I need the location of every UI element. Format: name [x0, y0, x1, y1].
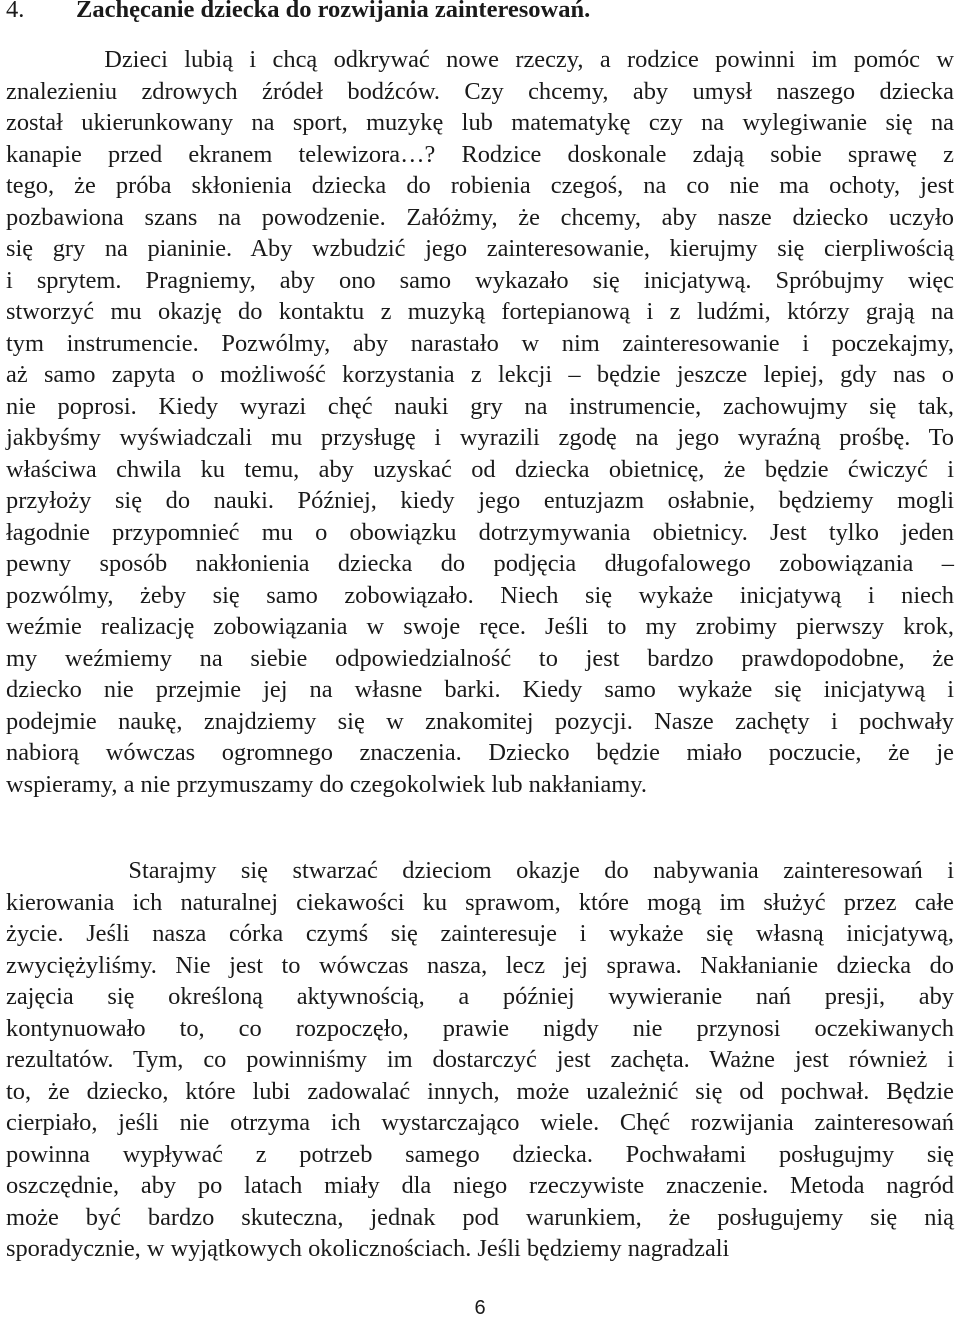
text-line: kontynuowało to, co rozpoczęło, prawie nigdy nie przynosi oczekiwanych: [6, 1014, 954, 1042]
text-line: cierpiało, jeśli nie otrzyma ich wystarczająco wiele. Chęć rozwijania zainteresowań: [6, 1109, 954, 1136]
text-line: sporadycznie, w wyjątkowych okolicznościach. Jeśli będziemy nagradzali: [6, 1235, 730, 1262]
text-line: nie poprosi. Kiedy wyrazi chęć nauki gry na instrumencie, zachowujmy się tak,: [6, 392, 954, 420]
text-line: może być bardzo skuteczna, jednak pod warunkiem, że posługujemy się nią: [6, 1203, 954, 1231]
section-title: Zachęcanie dziecka do rozwijania zainteresowań.: [76, 0, 591, 23]
text-line: tym instrumencie. Pozwólmy, aby narastało w nim zainteresowanie i poczekajmy,: [6, 329, 954, 357]
text-line: nabiorą wówczas ogromnego znaczenia. Dziecko będzie miało poczucie, że je: [6, 739, 954, 766]
text-line: pewny sposób nakłonienia dziecka do podjęcia długofalowego zobowiązania –: [6, 550, 954, 577]
section-number: 4.: [6, 0, 25, 23]
text-line: stworzyć mu okazję do kontaktu z muzyką fortepianową i z ludźmi, którzy grają na: [6, 298, 954, 325]
text-line: my weźmiemy na siebie odpowiedzialność to jest bardzo prawdopodobne, że: [6, 644, 954, 672]
text-line: oszczędnie, aby po latach miały dla niego rzeczywiste znaczenie. Metoda nagród: [6, 1172, 954, 1199]
text-line: życie. Jeśli nasza córka czymś się zainteresuje i wykaże się własną inicjatywą,: [6, 920, 954, 947]
text-line: pozbawiona szans na powodzenie. Załóżmy, że chcemy, aby nasze dziecko uczyło: [6, 203, 954, 231]
text-line: kanapie przed ekranem telewizora…? Rodzice doskonale zdają sobie sprawę z: [6, 140, 954, 168]
text-line: przyłoży się do nauki. Później, kiedy jego entuzjazm osłabnie, będziemy mogli: [6, 487, 954, 514]
text-line: właściwa chwila ku temu, aby uzyskać od dziecka obietnicę, że będzie ćwiczyć i: [6, 455, 954, 483]
page-number: 6: [474, 1297, 486, 1319]
text-line: kierowania ich naturalnej ciekawości ku sprawom, które mogą im służyć przez całe: [6, 888, 954, 916]
text-line: podejmie naukę, znajdziemy się w znakomitej pozycji. Nasze zachęty i pochwały: [6, 707, 954, 735]
text-line: dziecko nie przejmie jej na własne barki. Kiedy samo wykaże się inicjatywą i: [6, 676, 954, 703]
text-line: się gry na pianinie. Aby wzbudzić jego zainteresowanie, kierujmy się cierpliwością: [6, 235, 954, 262]
text-line: i sprytem. Pragniemy, aby ono samo wykazało się inicjatywą. Spróbujmy więc: [6, 266, 954, 294]
text-line: tego, że próba skłonienia dziecka do robienia czegoś, na co nie ma ochoty, jest: [6, 172, 954, 199]
text-line: pozwólmy, żeby się samo zobowiązało. Niech się wykaże inicjatywą i niech: [6, 581, 954, 609]
text-line: Dzieci lubią i chcą odkrywać nowe rzeczy, a rodzice powinni im pomóc w: [6, 46, 954, 73]
text-line: został ukierunkowany na sport, muzykę lub matematykę czy na wylegiwanie się na: [6, 109, 954, 136]
text-line: zwyciężyliśmy. Nie jest to wówczas nasza, lecz jej sprawa. Nakłanianie dziecka do: [6, 951, 954, 979]
text-line: weźmie realizację zobowiązania w swoje ręce. Jeśli to my zrobimy pierwszy krok,: [6, 613, 954, 640]
text-line: rezultatów. Tym, co powinniśmy im dostarczyć jest zachęta. Ważne jest również i: [6, 1046, 954, 1073]
text-line: jakbyśmy wyświadczali mu przysługę i wyrazili zgodę na jego wyraźną prośbę. To: [6, 424, 954, 451]
text-line: zajęcia się określoną aktywnością, a później wywieranie nań presji, aby: [6, 983, 954, 1010]
text-line: to, że dziecko, które lubi zadowalać innych, może uzależnić się od pochwał. Będzie: [6, 1077, 954, 1105]
section-heading: [6, 0, 946, 25]
text-line: znalezieniu zdrowych źródeł bodźców. Czy chcemy, aby umysł naszego dziecka: [6, 77, 954, 105]
text-line: aż samo zapyta o możliwość korzystania z lekcji – będzie jeszcze lepiej, gdy nas o: [6, 361, 954, 388]
paragraph-1: [6, 44, 954, 800]
text-line: wspieramy, a nie przymuszamy do czegokolwiek lub nakłaniamy.: [6, 770, 647, 798]
text-line: Starajmy się stwarzać dzieciom okazje do nabywania zainteresowań i: [6, 857, 954, 884]
text-line: powinna wypływać z potrzeb samego dziecka. Pochwałami posługujmy się: [6, 1140, 954, 1168]
text-line: łagodnie przypomnieć mu o obowiązku dotrzymywania obietnicy. Jest tylko jeden: [6, 518, 954, 546]
paragraph-2: [6, 855, 954, 1265]
